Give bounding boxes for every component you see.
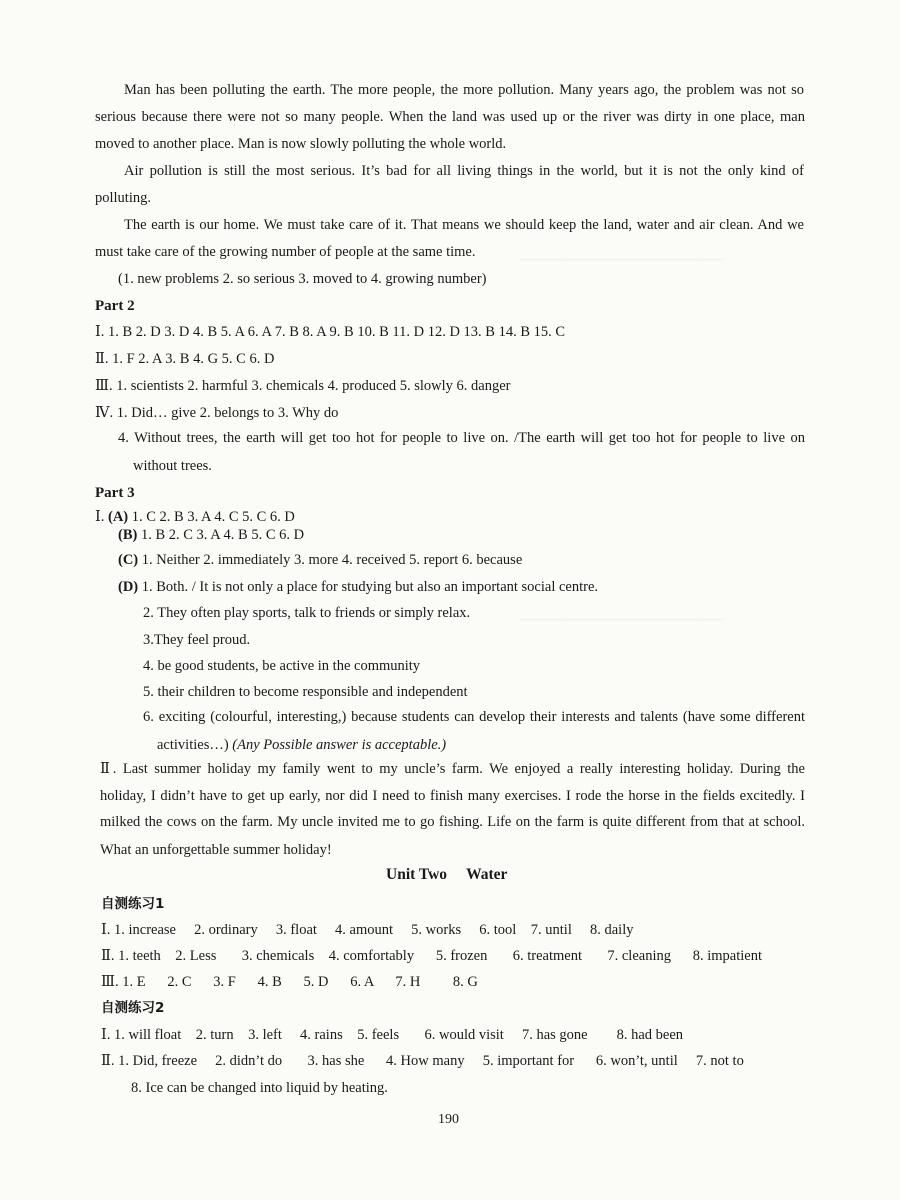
- sub-label-d: (D): [118, 579, 139, 595]
- part2-section-2: Ⅱ. 1. F 2. A 3. B 4. G 5. C 6. D: [95, 351, 275, 367]
- exercise-1-section-3: Ⅲ. 1. E 2. C 3. F 4. B 5. D 6. A 7. H 8. G: [101, 974, 478, 990]
- sub-label-c: (C): [118, 552, 139, 568]
- show-through: [520, 612, 724, 628]
- part3-d-row: [118, 577, 598, 597]
- part3-heading: Part 3: [95, 485, 135, 501]
- part3-d-item-4: 4. be good students, be active in the community: [143, 658, 421, 674]
- sub-label-b: (B): [118, 527, 138, 543]
- part3-d-answers: 1. Both. / It is not only a place for studying but also an important social centre.: [138, 579, 599, 595]
- part3-a-answers: 1. C 2. B 3. A 4. C 5. C 6. D: [128, 509, 295, 525]
- part3-d-item-3: 3.They feel proud.: [143, 632, 251, 648]
- part3-d-item-2: 2. They often play sports, talk to friends or simply relax.: [143, 605, 471, 621]
- part3-d-item-6-text: activities…): [157, 737, 233, 753]
- exercise-2-section-2-item-8: 8. Ice can be changed into liquid by heating.: [131, 1080, 388, 1096]
- exercise-2-section-2: Ⅱ. 1. Did, freeze 2. didn’t do 3. has she 4. How many 5. important for 6. won’t, until 7. not to: [101, 1053, 744, 1069]
- part3-a-row: [95, 507, 295, 527]
- passage-line: The earth is our home. We must take care of it. That means we should keep the land, water and air clean. And we: [124, 217, 804, 233]
- exercise-1-section-1: Ⅰ. 1. increase 2. ordinary 3. float 4. amount 5. works 6. tool 7. until 8. daily: [101, 922, 634, 938]
- acceptable-note: (Any Possible answer is acceptable.): [232, 737, 447, 753]
- part3-writing-line: What an unforgettable summer holiday!: [100, 842, 332, 858]
- unit-title: Unit Two Water: [386, 866, 508, 883]
- part2-section-1: Ⅰ. 1. B 2. D 3. D 4. B 5. A 6. A 7. B 8. A 9. B 10. B 11. D 12. D 13. B 14. B 15. C: [95, 324, 566, 340]
- part2-section-3: Ⅲ. 1. scientists 2. harmful 3. chemicals 4. produced 5. slowly 6. danger: [95, 378, 511, 394]
- part3-b-row: [118, 525, 304, 545]
- sub-label-a: (A): [107, 509, 129, 525]
- part3-c-row: [118, 550, 522, 570]
- part2-section-4-item-4: 4. Without trees, the earth will get too hot for people to live on. /The earth will get too hot for people to live on: [118, 430, 805, 446]
- passage-answer-key: (1. new problems 2. so serious 3. moved to 4. growing number): [118, 271, 487, 287]
- page-number: 190: [438, 1112, 459, 1127]
- part3-d-item-5: 5. their children to become responsible and independent: [143, 684, 468, 700]
- exercise-2-heading: 自测练习2: [101, 1000, 165, 1016]
- part3-writing-line: Ⅱ. Last summer holiday my family went to my uncle’s farm. We enjoyed a really interesting holiday. During the: [100, 761, 805, 777]
- part3-d-item-6-cont: [157, 735, 446, 755]
- part3-writing-line: milked the cows on the farm. My uncle invited me to go fishing. Life on the farm is quite different from that at school.: [100, 814, 805, 830]
- part2-section-4: Ⅳ. 1. Did… give 2. belongs to 3. Why do: [95, 405, 339, 421]
- exercise-1-heading: 自测练习1: [101, 896, 165, 912]
- passage-line: Air pollution is still the most serious. It’s bad for all living things in the world, but it is not the only kind of: [124, 163, 804, 179]
- part2-heading: Part 2: [95, 298, 135, 314]
- passage-line: serious because there were not so many people. When the land was used up or the river was dirty in one place, man: [95, 109, 805, 125]
- passage-line: moved to another place. Man is now slowly polluting the whole world.: [95, 136, 507, 152]
- part3-d-item-6: 6. exciting (colourful, interesting,) because students can develop their interests and talents (have some different: [143, 709, 805, 725]
- part3-b-answers: 1. B 2. C 3. A 4. B 5. C 6. D: [137, 527, 305, 543]
- passage-line: must take care of the growing number of people at the same time.: [95, 244, 476, 260]
- passage-line: Man has been polluting the earth. The more people, the more pollution. Many years ago, the problem was not so: [124, 82, 804, 98]
- exercise-1-section-2: Ⅱ. 1. teeth 2. Less 3. chemicals 4. comfortably 5. frozen 6. treatment 7. cleaning 8. impatient: [101, 948, 762, 964]
- exercise-2-section-1: Ⅰ. 1. will float 2. turn 3. left 4. rains 5. feels 6. would visit 7. has gone 8. had been: [101, 1027, 684, 1043]
- part3-writing-line: holiday, I didn’t have to get up early, nor did I need to finish many exercises. I rode the horse in the fields excitedly. I: [100, 788, 805, 804]
- passage-line: polluting.: [95, 190, 151, 206]
- roman-numeral: Ⅰ.: [95, 509, 108, 525]
- show-through: [520, 252, 724, 268]
- part3-c-answers: 1. Neither 2. immediately 3. more 4. received 5. report 6. because: [138, 552, 523, 568]
- part2-section-4-item-4-cont: without trees.: [133, 458, 212, 474]
